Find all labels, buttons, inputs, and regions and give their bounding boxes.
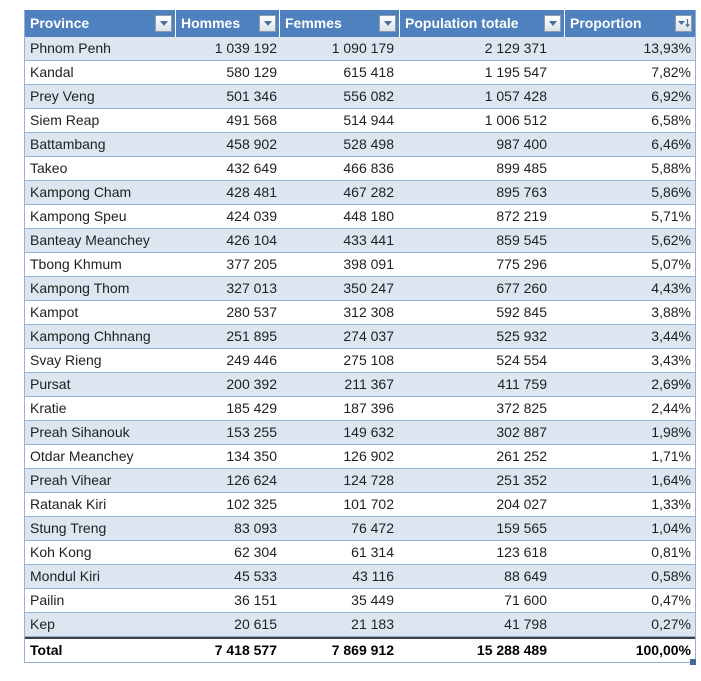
hommes-cell[interactable]: 251 895	[226, 328, 277, 344]
total-population-cell[interactable]: 15 288 489	[476, 642, 547, 658]
femmes-cell[interactable]: 149 632	[343, 424, 394, 440]
province-cell[interactable]: Otdar Meanchey	[30, 448, 134, 464]
population-cell[interactable]: 525 932	[496, 328, 547, 344]
hommes-cell[interactable]: 153 255	[226, 424, 277, 440]
province-cell[interactable]: Battambang	[30, 136, 106, 152]
table-row	[25, 61, 695, 85]
proportion-cell[interactable]: 13,93%	[643, 40, 691, 56]
proportion-cell[interactable]: 5,62%	[651, 232, 691, 248]
proportion-cell[interactable]: 6,58%	[651, 112, 691, 128]
table-header-row	[25, 10, 695, 37]
province-cell[interactable]: Kampong Speu	[30, 208, 127, 224]
table-row	[25, 325, 695, 349]
proportion-cell[interactable]: 4,43%	[651, 280, 691, 296]
population-cell[interactable]: 251 352	[496, 472, 547, 488]
population-cell[interactable]: 1 057 428	[484, 88, 547, 104]
population-cell[interactable]: 41 798	[504, 616, 547, 632]
province-cell[interactable]: Takeo	[30, 160, 68, 176]
table-row	[25, 253, 695, 277]
hommes-cell[interactable]: 126 624	[226, 472, 277, 488]
province-cell[interactable]: Kampong Cham	[30, 184, 132, 200]
proportion-cell[interactable]: 1,98%	[651, 424, 691, 440]
column-header-label: Province	[30, 15, 90, 31]
province-cell[interactable]: Pailin	[30, 592, 65, 608]
femmes-cell[interactable]: 514 944	[343, 112, 394, 128]
province-cell[interactable]: Kampot	[30, 304, 79, 320]
hommes-cell[interactable]: 185 429	[226, 400, 277, 416]
proportion-cell[interactable]: 3,88%	[651, 304, 691, 320]
population-cell[interactable]: 2 129 371	[484, 40, 547, 56]
population-cell[interactable]: 261 252	[496, 448, 547, 464]
table-row	[25, 229, 695, 253]
femmes-cell[interactable]: 126 902	[343, 448, 394, 464]
population-cell[interactable]: 204 027	[496, 496, 547, 512]
population-cell[interactable]: 411 759	[497, 376, 547, 392]
column-header-province[interactable]	[25, 10, 176, 37]
proportion-cell[interactable]: 1,71%	[651, 448, 691, 464]
hommes-cell[interactable]: 200 392	[226, 376, 277, 392]
province-cell[interactable]: Stung Treng	[30, 520, 107, 536]
femmes-cell[interactable]: 124 728	[343, 472, 394, 488]
proportion-cell[interactable]: 0,81%	[651, 544, 691, 560]
proportion-cell[interactable]: 0,47%	[651, 592, 691, 608]
hommes-cell[interactable]: 432 649	[226, 160, 277, 176]
hommes-cell[interactable]: 426 104	[226, 232, 277, 248]
hommes-cell[interactable]: 501 346	[226, 88, 277, 104]
table-row	[25, 85, 695, 109]
table-row	[25, 613, 695, 637]
population-cell[interactable]: 302 887	[496, 424, 547, 440]
province-cell[interactable]: Kandal	[30, 64, 74, 80]
province-cell[interactable]: Kratie	[30, 400, 67, 416]
femmes-cell[interactable]: 76 472	[351, 520, 394, 536]
hommes-cell[interactable]: 1 039 192	[214, 40, 277, 56]
population-cell[interactable]: 899 485	[496, 160, 547, 176]
femmes-cell[interactable]: 448 180	[343, 208, 394, 224]
population-cell[interactable]: 88 649	[504, 568, 547, 584]
femmes-cell[interactable]: 350 247	[343, 280, 394, 296]
table-row	[25, 301, 695, 325]
table-row	[25, 37, 695, 61]
table-row	[25, 397, 695, 421]
femmes-cell[interactable]: 275 108	[343, 352, 394, 368]
femmes-cell[interactable]: 43 116	[352, 568, 394, 584]
province-cell[interactable]: Kep	[30, 616, 55, 632]
femmes-cell[interactable]: 467 282	[343, 184, 394, 200]
column-header-population-totale[interactable]	[400, 10, 565, 37]
femmes-cell[interactable]: 615 418	[343, 64, 394, 80]
filter-dropdown-icon[interactable]	[155, 15, 172, 32]
column-header-proportion[interactable]	[565, 10, 695, 37]
population-cell[interactable]: 372 825	[496, 400, 547, 416]
table-row	[25, 541, 695, 565]
population-cell[interactable]: 71 600	[504, 592, 547, 608]
province-cell[interactable]: Pursat	[30, 376, 71, 392]
filter-dropdown-icon[interactable]	[544, 15, 561, 32]
femmes-cell[interactable]: 466 836	[343, 160, 394, 176]
hommes-cell[interactable]: 134 350	[226, 448, 277, 464]
table-row	[25, 277, 695, 301]
proportion-cell[interactable]: 6,46%	[651, 136, 691, 152]
femmes-cell[interactable]: 528 498	[343, 136, 394, 152]
population-cell[interactable]: 159 565	[496, 520, 547, 536]
hommes-cell[interactable]: 580 129	[226, 64, 277, 80]
femmes-cell[interactable]: 1 090 179	[331, 40, 394, 56]
femmes-cell[interactable]: 21 183	[351, 616, 394, 632]
proportion-cell[interactable]: 5,88%	[651, 160, 691, 176]
province-cell[interactable]: Prey Veng	[30, 88, 95, 104]
province-cell[interactable]: Banteay Meanchey	[30, 232, 150, 248]
table-row	[25, 205, 695, 229]
femmes-cell[interactable]: 211 367	[344, 376, 394, 392]
hommes-cell[interactable]: 377 205	[226, 256, 277, 272]
province-cell[interactable]: Mondul Kiri	[30, 568, 101, 584]
table-body	[25, 37, 695, 637]
chevron-down-icon	[384, 21, 392, 26]
hommes-cell[interactable]: 280 537	[226, 304, 277, 320]
proportion-cell[interactable]: 7,82%	[651, 64, 691, 80]
table-row	[25, 445, 695, 469]
chevron-down-icon	[160, 21, 168, 26]
total-femmes-cell[interactable]: 7 869 912	[331, 642, 394, 658]
population-cell[interactable]: 987 400	[496, 136, 547, 152]
population-cell[interactable]: 775 296	[496, 256, 547, 272]
hommes-cell[interactable]: 20 615	[234, 616, 277, 632]
hommes-cell[interactable]: 424 039	[226, 208, 277, 224]
province-cell[interactable]: Preah Sihanouk	[30, 424, 130, 440]
table-row	[25, 469, 695, 493]
femmes-cell[interactable]: 274 037	[343, 328, 394, 344]
province-cell[interactable]: Svay Rieng	[30, 352, 102, 368]
table-row	[25, 157, 695, 181]
proportion-cell[interactable]: 0,27%	[651, 616, 691, 632]
femmes-cell[interactable]: 101 702	[343, 496, 394, 512]
table-row	[25, 493, 695, 517]
hommes-cell[interactable]: 249 446	[226, 352, 277, 368]
population-cell[interactable]: 677 260	[496, 280, 547, 296]
proportion-cell[interactable]: 5,07%	[651, 256, 691, 272]
province-cell[interactable]: Ratanak Kiri	[30, 496, 107, 512]
province-cell[interactable]: Tbong Khmum	[30, 256, 122, 272]
total-proportion-cell[interactable]: 100,00%	[635, 642, 691, 658]
total-hommes-cell[interactable]: 7 418 577	[214, 642, 277, 658]
femmes-cell[interactable]: 187 396	[343, 400, 394, 416]
population-cell[interactable]: 592 845	[496, 304, 547, 320]
table-row	[25, 421, 695, 445]
hommes-cell[interactable]: 83 093	[234, 520, 277, 536]
province-cell[interactable]: Kampong Thom	[30, 280, 130, 296]
proportion-cell[interactable]: 1,33%	[651, 496, 691, 512]
population-cell[interactable]: 872 219	[496, 208, 547, 224]
femmes-cell[interactable]: 398 091	[343, 256, 394, 272]
hommes-cell[interactable]: 428 481	[226, 184, 277, 200]
province-cell[interactable]: Kampong Chhnang	[30, 328, 151, 344]
chevron-down-icon	[264, 21, 272, 26]
column-header-label: Population totale	[405, 15, 519, 31]
filter-dropdown-sorted-desc-icon[interactable]	[675, 15, 692, 32]
hommes-cell[interactable]: 102 325	[226, 496, 277, 512]
hommes-cell[interactable]: 36 151	[234, 592, 277, 608]
table-resize-handle[interactable]	[690, 659, 696, 665]
proportion-cell[interactable]: 5,86%	[651, 184, 691, 200]
proportion-cell[interactable]: 3,44%	[651, 328, 691, 344]
table-row	[25, 109, 695, 133]
femmes-cell[interactable]: 433 441	[343, 232, 394, 248]
femmes-cell[interactable]: 556 082	[343, 88, 394, 104]
table-row	[25, 349, 695, 373]
total-label-cell[interactable]: Total	[30, 642, 63, 658]
table-total-row	[25, 637, 695, 662]
column-header-femmes[interactable]	[280, 10, 400, 37]
filter-dropdown-icon[interactable]	[259, 15, 276, 32]
hommes-cell[interactable]: 62 304	[234, 544, 277, 560]
femmes-cell[interactable]: 35 449	[351, 592, 394, 608]
proportion-cell[interactable]: 5,71%	[651, 208, 691, 224]
proportion-cell[interactable]: 1,04%	[651, 520, 691, 536]
table-row	[25, 565, 695, 589]
filter-dropdown-icon[interactable]	[379, 15, 396, 32]
hommes-cell[interactable]: 458 902	[226, 136, 277, 152]
province-cell[interactable]: Preah Vihear	[30, 472, 112, 488]
column-header-hommes[interactable]	[176, 10, 280, 37]
population-cell[interactable]: 1 006 512	[484, 112, 547, 128]
sort-descending-icon	[677, 18, 690, 29]
column-header-label: Femmes	[285, 15, 342, 31]
proportion-cell[interactable]: 2,44%	[651, 400, 691, 416]
proportion-cell[interactable]: 3,43%	[651, 352, 691, 368]
table-row	[25, 373, 695, 397]
hommes-cell[interactable]: 327 013	[226, 280, 277, 296]
excel-table	[24, 10, 696, 663]
column-header-label: Hommes	[181, 15, 241, 31]
chevron-down-icon	[549, 21, 557, 26]
table-row	[25, 181, 695, 205]
proportion-cell[interactable]: 0,58%	[651, 568, 691, 584]
province-cell[interactable]: Koh Kong	[30, 544, 92, 560]
population-cell[interactable]: 123 618	[496, 544, 547, 560]
hommes-cell[interactable]: 491 568	[226, 112, 277, 128]
province-cell[interactable]: Siem Reap	[30, 112, 100, 128]
proportion-cell[interactable]: 6,92%	[651, 88, 691, 104]
population-cell[interactable]: 859 545	[496, 232, 547, 248]
proportion-cell[interactable]: 2,69%	[651, 376, 691, 392]
population-cell[interactable]: 524 554	[496, 352, 547, 368]
population-cell[interactable]: 1 195 547	[484, 64, 547, 80]
proportion-cell[interactable]: 1,64%	[651, 472, 691, 488]
column-header-label: Proportion	[570, 15, 642, 31]
table-row	[25, 589, 695, 613]
hommes-cell[interactable]: 45 533	[234, 568, 277, 584]
femmes-cell[interactable]: 61 314	[351, 544, 394, 560]
femmes-cell[interactable]: 312 308	[343, 304, 394, 320]
population-cell[interactable]: 895 763	[496, 184, 547, 200]
province-cell[interactable]: Phnom Penh	[30, 40, 111, 56]
table-row	[25, 133, 695, 157]
table-row	[25, 517, 695, 541]
